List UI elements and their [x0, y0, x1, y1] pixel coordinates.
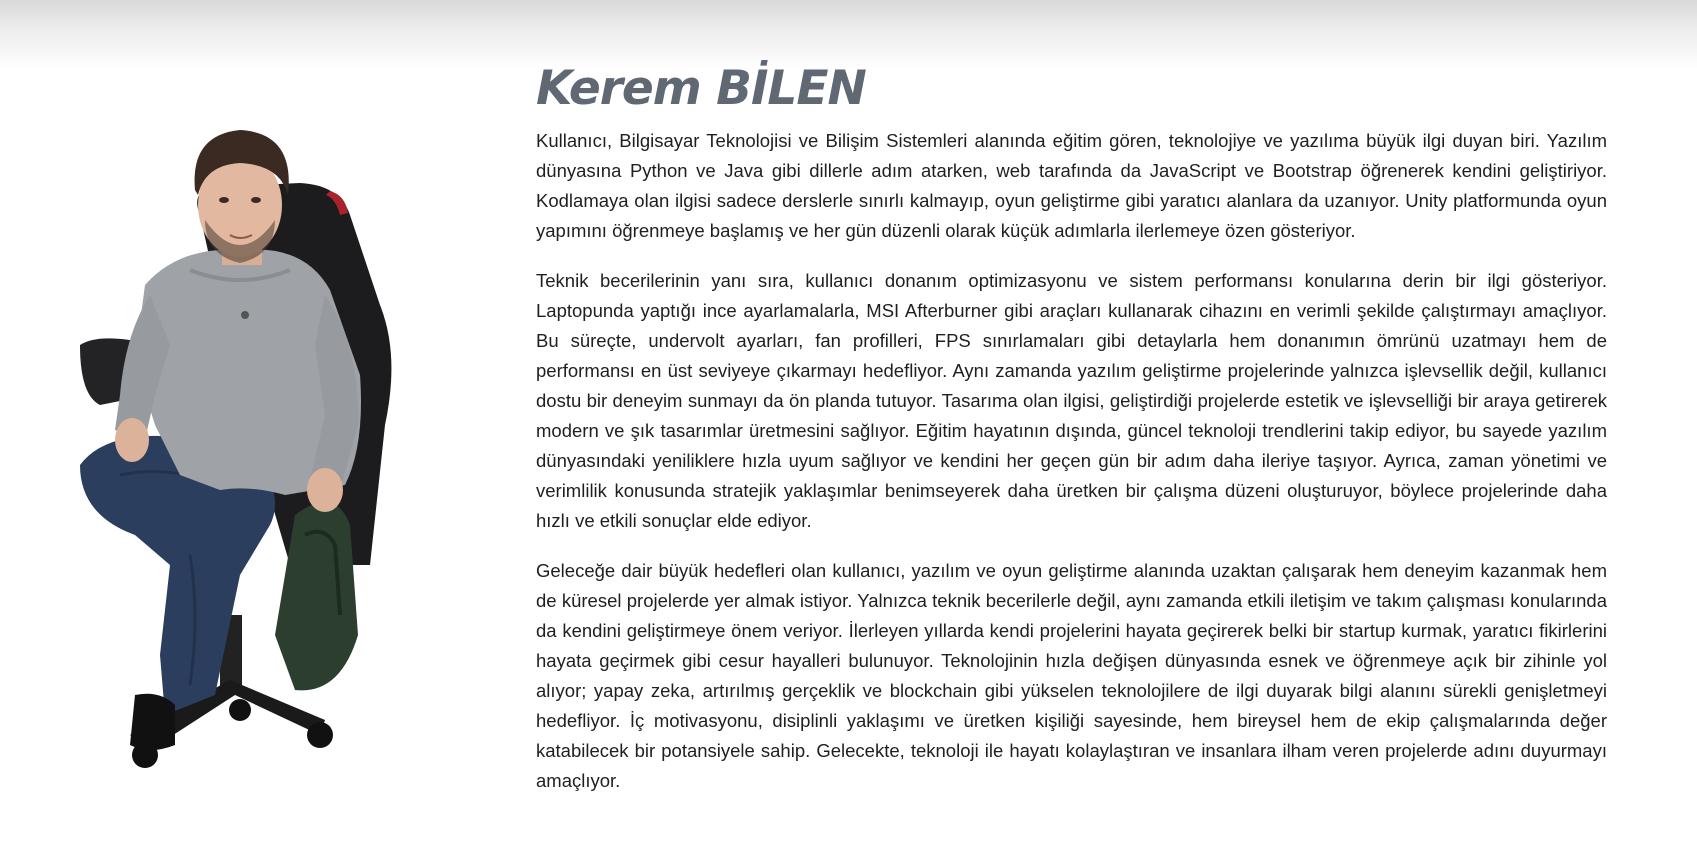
hand [115, 418, 149, 462]
chair-wheel [307, 722, 333, 748]
bio-paragraph: Kullanıcı, Bilgisayar Teknolojisi ve Bilişim Sistemleri alanında eğitim gören, teknolojiye ve yazılıma büyük ilgi duyan biri. Yazılım dünyasına Python ve Java gibi dillerle adım atarken, web tarafında da JavaScript ve Bootstrap öğrenerek kendini geliştiriyor. Kodlamaya olan ilgisi sadece derslerle sınırlı kalmayıp, oyun geliştirme gibi yaratıcı alanlara da uzanıyor. Unity platformunda oyun yapımını öğrenmeye başlamış ve her gün düzenli olarak küçük adımlarla ilerlemeye özen gösteriyor. [536, 130, 1607, 241]
chair-wheel [229, 699, 251, 721]
page-title: Kerem BİLEN [536, 61, 866, 116]
shoe [130, 694, 175, 750]
profile-photo [40, 95, 440, 810]
hand [307, 468, 343, 512]
bio-paragraph: Geleceğe dair büyük hedefleri olan kullanıcı, yazılım ve oyun geliştirme alanında uzaktan çalışarak hem deneyim kazanmak hem de küresel projelerde yer almak istiyor. Yalnızca teknik becerilerle değil, aynı zamanda etkili iletişim ve takım çalışması konularında da kendini geliştirmeye önem veriyor. İlerleyen yıllarda kendi projelerini hayata geçirerek belki bir startup kurmak, yaratıcı fikirlerini hayata geçirmek gibi cesur hayalleri bulunuyor. Teknolojinin hızla değişen dünyasında esnek ve öğrenmeye açık bir zihinle yol alıyor; yapay zeka, artırılmış gerçeklik ve blockchain gibi yükselen teknolojilere de ilgi duyarak bilgi alanını sürekli genişletmeyi hedefliyor. İç motivasyonu, disiplinli yaklaşımı ve üretken kişiliği sayesinde, hem bireysel hem de ekip çalışmalarında değer katabilecek bir potansiyele sahip. Gelecekte, teknoloji ile hayatı kolaylaştıran ve insanlara ilham veren projelerde adını duyurmayı amaçlıyor. [536, 560, 1607, 791]
bio-paragraph: Teknik becerilerinin yanı sıra, kullanıcı donanım optimizasyonu ve sistem performansı konularına derin bir ilgi gösteriyor. Laptopunda yaptığı ince ayarlamalarla, MSI Afterburner gibi araçları kullanarak cihazını en verimli şekilde çalıştırmayı amaçlıyor. Bu süreçte, undervolt ayarları, fan profilleri, FPS sınırlamaları gibi detaylarla hem donanımın ömrünü uzatmayı hem de performansı en üst seviyeye çıkarmayı hedefliyor. Aynı zamanda yazılım geliştirme projelerinde yalnızca işlevsellik değil, kullanıcı dostu bir deneyim sunmayı da ön planda tutuyor. Tasarıma olan ilgisi, geliştirdiği projelerde estetik ve işlevselliği bir araya getirerek modern ve şık tasarımlar üretmesini sağlıyor. Eğitim hayatının dışında, güncel teknoloji trendlerini takip ediyor, bu sayede yazılım dünyasındaki yeniliklere hızla uyum sağlıyor ve kendini her geçen gün bir adım daha ileriye taşıyor. Ayrıca, zaman yönetimi ve verimlilik konusunda stratejik yaklaşımlar benimseyerek daha üretken bir çalışma düzeni oluşturuyor, böylece projelerinde daha hızlı ve etkili sonuçlar elde ediyor. [536, 270, 1607, 531]
profile-content [536, 58, 1607, 816]
